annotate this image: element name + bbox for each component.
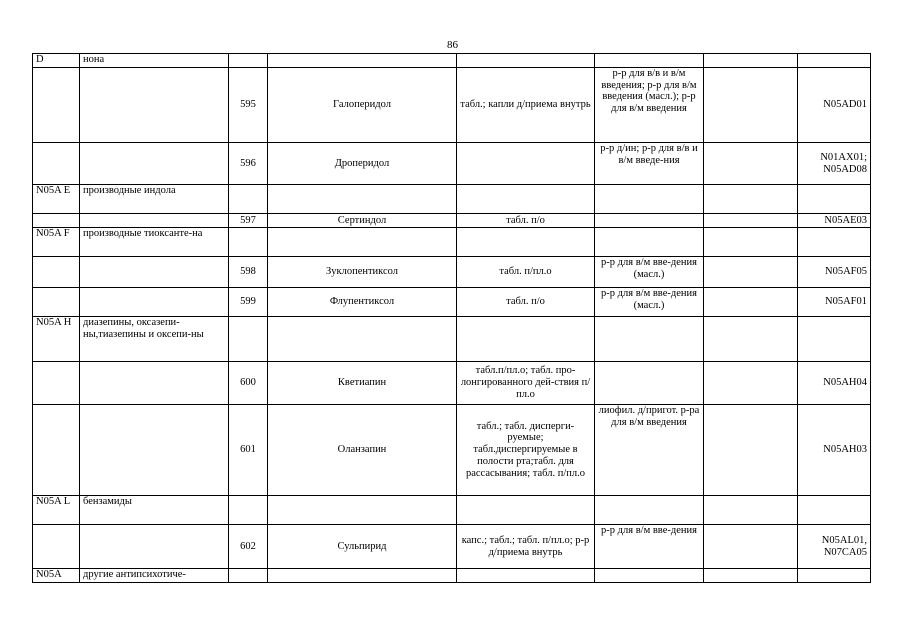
drug-name-cell [268, 569, 457, 583]
route-cell: р-р для в/в и в/м введения; р-р для в/м введения (масл.); р-р для в/м введения [595, 68, 704, 143]
drug-name-cell: Флупентиксол [268, 288, 457, 317]
dosage-form-cell: табл. п/пл.о [457, 257, 595, 288]
group-cell: другие антипсихотиче- [80, 569, 229, 583]
number-cell: 601 [229, 405, 268, 496]
number-cell: 598 [229, 257, 268, 288]
atc-code-cell: N05AL01, N07CA05 [798, 525, 871, 569]
table-row [33, 143, 871, 185]
number-cell [229, 54, 268, 68]
page-number: 86 [447, 39, 458, 51]
drug-name-cell: Оланзапин [268, 405, 457, 496]
route-cell: лиофил. д/пригот. р-ра для в/м введения [595, 405, 704, 496]
code-cell: N05A E [33, 185, 80, 214]
group-cell: нона [80, 54, 229, 68]
extra-cell [704, 405, 798, 496]
dosage-form-cell [457, 228, 595, 257]
table-row [33, 288, 871, 317]
code-cell [33, 68, 80, 143]
dosage-form-cell [457, 496, 595, 525]
group-cell: производные индола [80, 185, 229, 214]
atc-code-cell [798, 185, 871, 214]
extra-cell [704, 569, 798, 583]
route-cell [595, 569, 704, 583]
dosage-form-cell [457, 143, 595, 185]
code-cell [33, 525, 80, 569]
dosage-form-cell [457, 54, 595, 68]
atc-code-cell [798, 317, 871, 362]
number-cell: 600 [229, 362, 268, 405]
atc-code-cell [798, 228, 871, 257]
route-cell [595, 317, 704, 362]
drug-name-cell: Сульпирид [268, 525, 457, 569]
table-row [33, 362, 871, 405]
drug-name-cell [268, 185, 457, 214]
route-cell [595, 362, 704, 405]
number-cell [229, 496, 268, 525]
group-cell: бензамиды [80, 496, 229, 525]
table-row [33, 68, 871, 143]
extra-cell [704, 68, 798, 143]
drug-table [32, 53, 871, 583]
table-row [33, 257, 871, 288]
code-cell: N05A H [33, 317, 80, 362]
drug-name-cell [268, 496, 457, 525]
drug-name-cell [268, 228, 457, 257]
group-cell [80, 257, 229, 288]
table-row [33, 525, 871, 569]
code-cell [33, 405, 80, 496]
extra-cell [704, 228, 798, 257]
group-cell [80, 143, 229, 185]
table-row [33, 54, 871, 68]
number-cell: 597 [229, 214, 268, 228]
code-cell [33, 214, 80, 228]
code-cell: D [33, 54, 80, 68]
drug-name-cell: Зуклопентиксол [268, 257, 457, 288]
number-cell: 595 [229, 68, 268, 143]
code-cell: N05A L [33, 496, 80, 525]
group-cell [80, 525, 229, 569]
number-cell: 596 [229, 143, 268, 185]
table-row [33, 496, 871, 525]
dosage-form-cell: табл.п/пл.о; табл. про-лонгированного дей-ствия п/пл.о [457, 362, 595, 405]
atc-code-cell: N05AD01 [798, 68, 871, 143]
extra-cell [704, 496, 798, 525]
code-cell: N05A F [33, 228, 80, 257]
extra-cell [704, 525, 798, 569]
atc-code-cell: N05AF01 [798, 288, 871, 317]
drug-name-cell: Сертиндол [268, 214, 457, 228]
extra-cell [704, 143, 798, 185]
route-cell [595, 228, 704, 257]
code-cell [33, 257, 80, 288]
group-cell [80, 362, 229, 405]
route-cell [595, 54, 704, 68]
table-row [33, 569, 871, 583]
route-cell [595, 214, 704, 228]
dosage-form-cell [457, 185, 595, 214]
code-cell [33, 362, 80, 405]
group-cell: производные тиоксанте-на [80, 228, 229, 257]
atc-code-cell [798, 54, 871, 68]
atc-code-cell: N01AX01; N05AD08 [798, 143, 871, 185]
number-cell: 602 [229, 525, 268, 569]
number-cell [229, 228, 268, 257]
atc-code-cell: N05AF05 [798, 257, 871, 288]
route-cell: р-р для в/м вве-дения [595, 525, 704, 569]
route-cell: р-р д/ин; р-р для в/в и в/м введе-ния [595, 143, 704, 185]
atc-code-cell: N05AH04 [798, 362, 871, 405]
group-cell [80, 214, 229, 228]
number-cell: 599 [229, 288, 268, 317]
table-row [33, 405, 871, 496]
dosage-form-cell: капс.; табл.; табл. п/пл.о; р-р д/приема внутрь [457, 525, 595, 569]
code-cell [33, 143, 80, 185]
drug-name-cell: Кветиапин [268, 362, 457, 405]
dosage-form-cell: табл. п/о [457, 288, 595, 317]
dosage-form-cell: табл. п/о [457, 214, 595, 228]
route-cell: р-р для в/м вве-дения (масл.) [595, 257, 704, 288]
table-row [33, 228, 871, 257]
code-cell: N05A [33, 569, 80, 583]
route-cell [595, 185, 704, 214]
dosage-form-cell [457, 569, 595, 583]
drug-name-cell: Дроперидол [268, 143, 457, 185]
extra-cell [704, 362, 798, 405]
extra-cell [704, 257, 798, 288]
table-row [33, 214, 871, 228]
drug-name-cell [268, 54, 457, 68]
route-cell [595, 496, 704, 525]
dosage-form-cell: табл.; капли д/приема внутрь [457, 68, 595, 143]
table-row [33, 185, 871, 214]
code-cell [33, 288, 80, 317]
dosage-form-cell [457, 317, 595, 362]
number-cell [229, 185, 268, 214]
atc-code-cell: N05AH03 [798, 405, 871, 496]
extra-cell [704, 317, 798, 362]
number-cell [229, 317, 268, 362]
atc-code-cell [798, 496, 871, 525]
extra-cell [704, 288, 798, 317]
group-cell: диазепины, оксазепи-ны,тиазепины и оксепи-ны [80, 317, 229, 362]
group-cell [80, 288, 229, 317]
extra-cell [704, 185, 798, 214]
dosage-form-cell: табл.; табл. дисперги-руемые; табл.диспергируемые в полости рта;табл. для рассасывания; табл. п/пл.о [457, 405, 595, 496]
drug-name-cell [268, 317, 457, 362]
table-body [33, 54, 871, 583]
table-row [33, 317, 871, 362]
drug-name-cell: Галоперидол [268, 68, 457, 143]
number-cell [229, 569, 268, 583]
atc-code-cell: N05AE03 [798, 214, 871, 228]
extra-cell [704, 54, 798, 68]
group-cell [80, 68, 229, 143]
atc-code-cell [798, 569, 871, 583]
group-cell [80, 405, 229, 496]
extra-cell [704, 214, 798, 228]
route-cell: р-р для в/м вве-дения (масл.) [595, 288, 704, 317]
